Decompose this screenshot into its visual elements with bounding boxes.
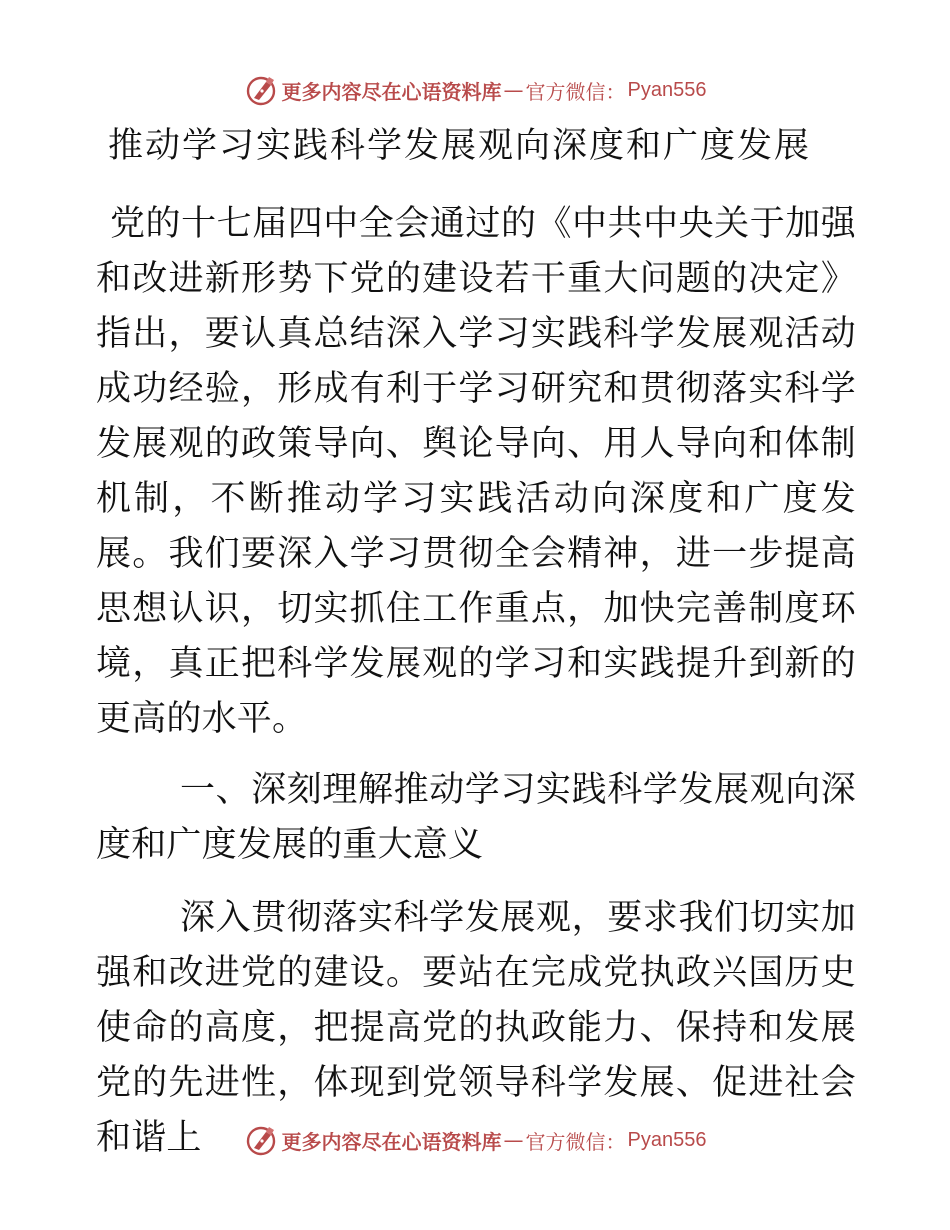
section-heading: 一、深刻理解推动学习实践科学发展观向深度和广度发展的重大意义 xyxy=(96,770,856,865)
intro-paragraph: 党的十七届四中全会通过的《中共中央关于加强和改进新形势下党的建设若干重大问题的决定》指出，要认真总结深入学习实践科学发展观活动成功经验，形成有利于学习研究和贯彻落实科学发展观的政策导向、舆论导向、用人导向和体制机制，不断推动学习实践活动向深度和广度发展。我们要深入学习贯彻全会精神，进一步提高思想认识，切实抓住工作重点，加快完善制度环境，真正把科学发展观的学习和实践提升到新的更高的水平。 xyxy=(96,204,856,739)
header-watermark-banner xyxy=(0,70,950,110)
pen-nib-logo-icon xyxy=(244,1122,280,1158)
body-paragraph: 深入贯彻落实科学发展观，要求我们切实加强和改进党的建设。要站在完成党执政兴国历史使命的高度，把提高党的执政能力、保持和发展党的先进性，体现到党领导科学发展、促进社会和谐上 xyxy=(96,898,856,1158)
banner-brand-text: 更多内容尽在心语资料库 xyxy=(281,79,502,104)
banner-separator: — xyxy=(503,78,524,102)
banner-account: Pyan556 xyxy=(627,78,707,101)
document-body xyxy=(96,197,856,1166)
pen-nib-logo-icon xyxy=(244,72,280,108)
banner-wechat-label: 官方微信： xyxy=(525,79,626,104)
banner-wechat-label: 官方微信： xyxy=(525,1129,626,1154)
footer-watermark-banner xyxy=(0,1120,950,1160)
banner-separator: — xyxy=(503,1128,524,1152)
document-title: 推动学习实践科学发展观向深度和广度发展 xyxy=(108,126,812,166)
banner-brand-text: 更多内容尽在心语资料库 xyxy=(281,1129,502,1154)
banner-account: Pyan556 xyxy=(627,1128,707,1151)
